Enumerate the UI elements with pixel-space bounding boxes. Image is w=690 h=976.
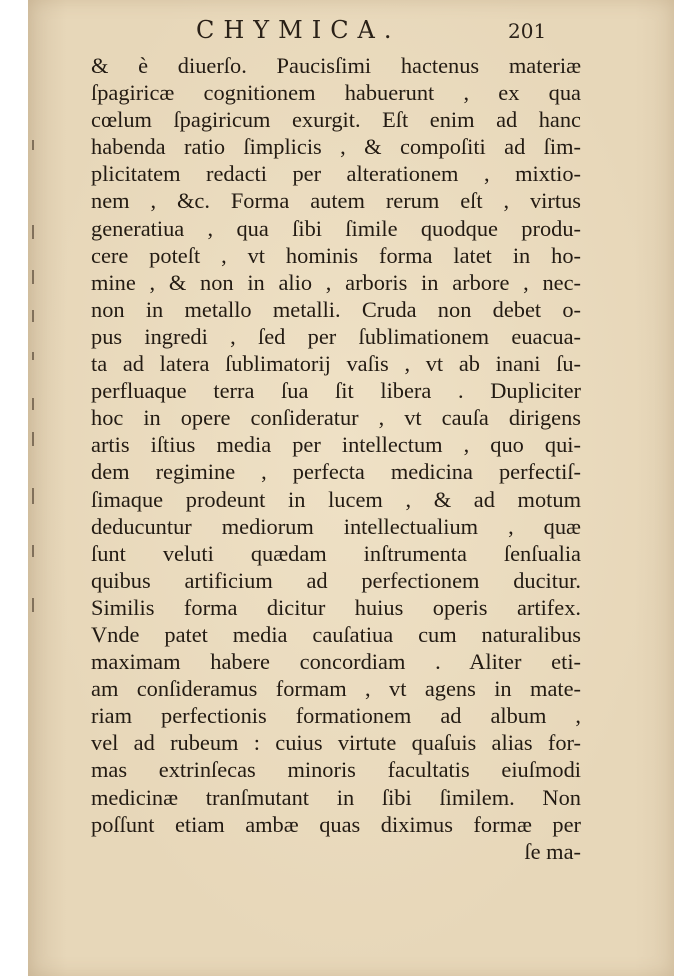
text-line: ta ad latera ſublimatorij vaſis , vt ab inani ſu- <box>91 351 581 377</box>
body-text <box>91 52 581 865</box>
text-line: medicinæ tranſmutant in ſibi ſimilem. Non <box>91 784 581 810</box>
text-line: poſſunt etiam ambæ quas diximus formæ per <box>91 811 581 837</box>
gutter-ink-marks <box>28 0 42 976</box>
text-line: & è diuerſo. Paucisſimi hactenus materiæ <box>91 53 581 78</box>
text-line: pus ingredi , ſed per ſublimationem euacua- <box>91 323 581 349</box>
text-line: dem regimine , perfecta medicina perfectiſ- <box>91 459 581 485</box>
text-line: nem , &c. Forma autem rerum eſt , virtus <box>91 188 581 214</box>
page-header <box>28 10 674 50</box>
text-line: ſunt veluti quædam inſtrumenta ſenſualia <box>91 540 581 566</box>
text-line: perfluaque terra ſua ſit libera . Dupliciter <box>91 378 581 404</box>
text-line: mas extrinſecas minoris facultatis eiuſmodi <box>91 757 581 783</box>
running-title: CHYMICA. <box>196 16 401 44</box>
text-line: cere poteſt , vt hominis forma latet in ho- <box>91 242 581 268</box>
page-number: 201 <box>508 19 547 43</box>
text-line: cœlum ſpagiricum exurgit. Eſt enim ad hanc <box>91 107 581 133</box>
text-line: hoc in opere conſideratur , vt cauſa dirigens <box>91 405 581 431</box>
text-line: am conſideramus formam , vt agens in mate- <box>91 676 581 702</box>
text-line: mine , & non in alio , arboris in arbore , nec- <box>91 269 581 295</box>
text-line: Similis forma dicitur huius operis artifex. <box>91 594 581 620</box>
text-line: non in metallo metalli. Cruda non debet o- <box>91 296 581 322</box>
text-line: ſimaque prodeunt in lucem , & ad motum <box>91 486 581 512</box>
text-line: ſpagiricæ cognitionem habuerunt , ex qua <box>91 80 581 106</box>
catchword: ſe ma- <box>524 838 581 864</box>
text-line: quibus artificium ad perfectionem ducitur. <box>91 567 581 593</box>
text-line: plicitatem redacti per alterationem , mixtio- <box>91 161 581 187</box>
text-line: generatiua , qua ſibi ſimile quodque produ- <box>91 215 581 241</box>
text-line: habenda ratio ſimplicis , & compoſiti ad ſim- <box>91 134 581 160</box>
text-line: Vnde patet media cauſatiua cum naturalibus <box>91 621 581 647</box>
text-line: riam perfectionis formationem ad album , <box>91 703 581 729</box>
text-line: vel ad rubeum : cuius virtute quaſuis alias for- <box>91 730 581 756</box>
book-page <box>28 0 674 976</box>
text-line: artis iſtius media per intellectum , quo qui- <box>91 432 581 458</box>
text-line: deducuntur mediorum intellectualium , quæ <box>91 513 581 539</box>
text-line: maximam habere concordiam . Aliter eti- <box>91 649 581 675</box>
